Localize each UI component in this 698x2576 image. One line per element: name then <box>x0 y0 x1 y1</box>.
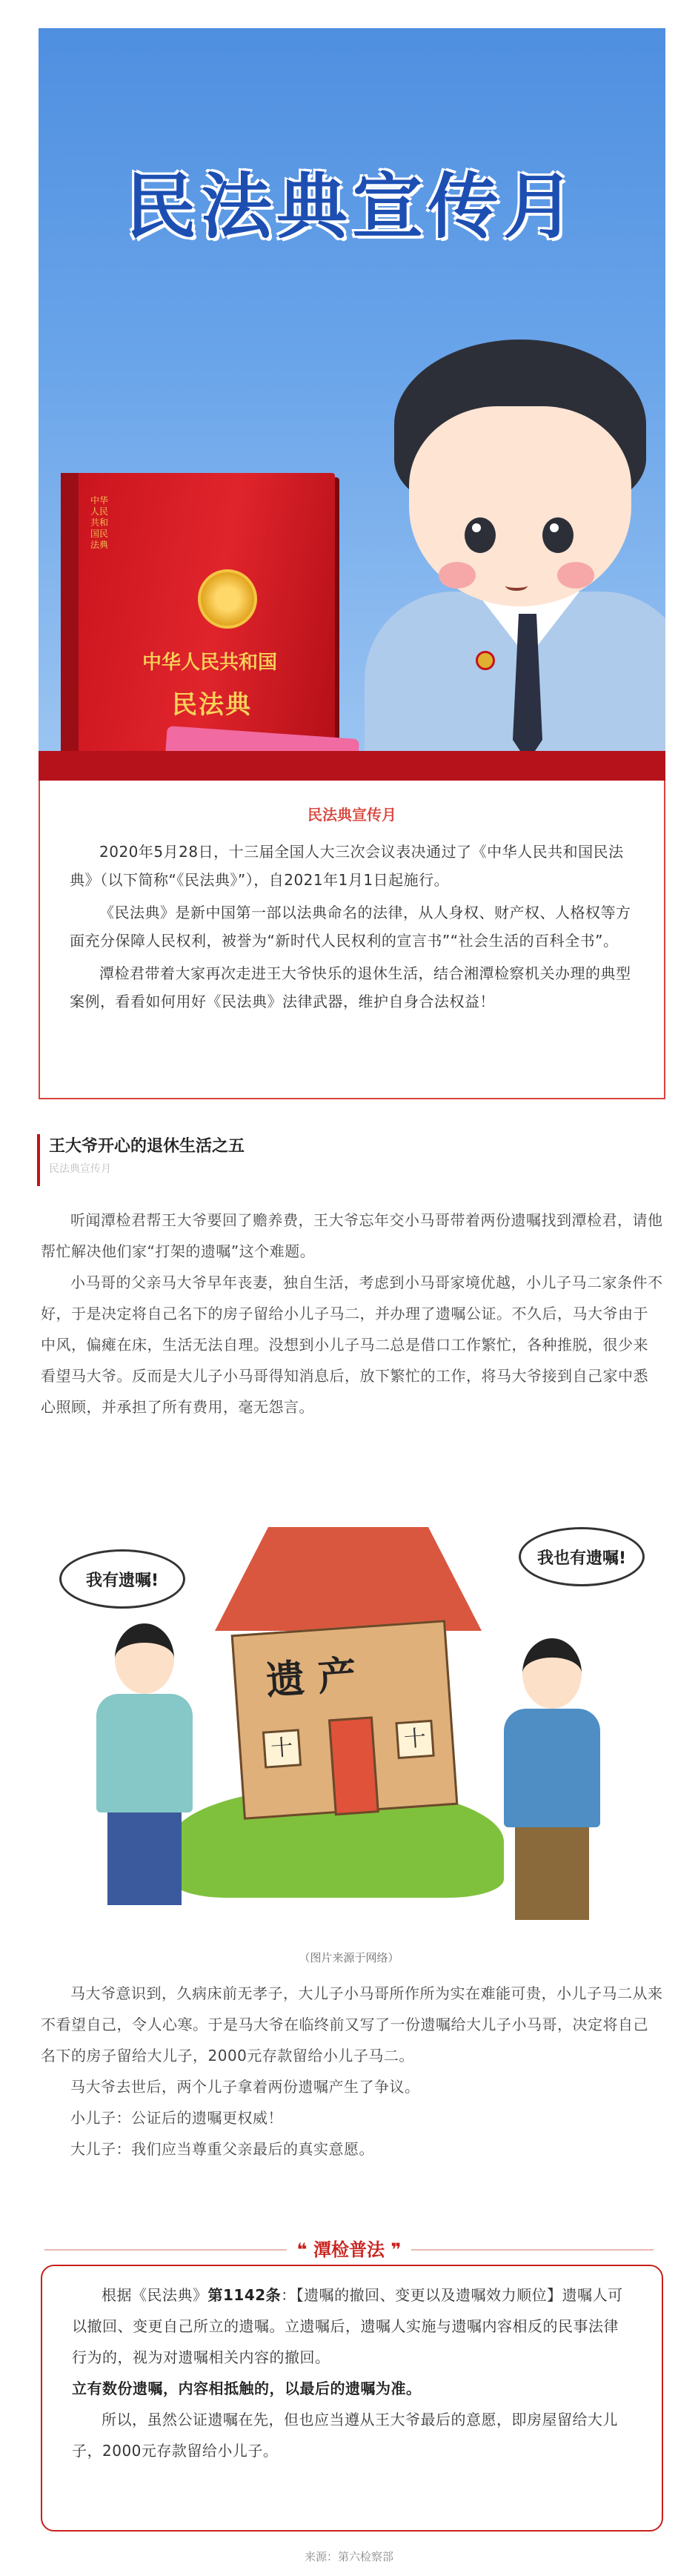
prosecutor-mascot-illustration <box>365 340 665 781</box>
story-paragraph: 小马哥的父亲马大爷早年丧妻，独自生活，考虑到小马哥家境优越，小儿子马二家条件不好，于是决定将自己名下的房子留给小儿子马二，并办理了遗嘱公证。不久后，马大爷由于中风，偏瘫在床，生活无法自理。没想到小儿子马二总是借口工作繁忙，各种推脱，很少来看望马大爷。反而是大儿子小马哥得知消息后，放下繁忙的工作，将马大爷接到自己家中悉心照顾，并承担了所有费用，毫无怨言。 <box>41 1274 663 1416</box>
speech-bubble-left: 我有遗嘱! <box>59 1549 185 1609</box>
house-roof <box>215 1527 482 1631</box>
law-bold-paragraph <box>72 2373 632 2404</box>
inheritance-dispute-illustration <box>44 1490 652 1935</box>
elder-son-figure <box>496 1638 608 1920</box>
mascot-cheek-right <box>557 562 594 589</box>
house-window-right: 十 <box>395 1720 434 1759</box>
section-title: 王大爷开心的退休生活之五 <box>49 1137 245 1156</box>
story-paragraph: 听闻潭检君帮王大爷要回了赡养费，王大爷忘年交小马哥带着两份遗嘱找到潭检君，请他帮忙解决他们家“打架的遗嘱”这个难题。 <box>41 1211 663 1260</box>
book-spine <box>61 473 79 766</box>
section-subtitle: 民法典宣传月 <box>49 1163 111 1175</box>
law-prefix: 根据《民法典》 <box>102 2286 208 2304</box>
figure-head <box>115 1623 174 1694</box>
intro-paragraph: 潭检君带着大家再次走进王大爷快乐的退休生活，结合湘潭检察机关办理的典型案例，看看如何用好《民法典》法律武器，维护自身合法权益！ <box>70 964 631 1010</box>
national-emblem-icon <box>198 569 257 629</box>
intro-paragraph: 《民法典》是新中国第一部以法典命名的法律，从人身权、财产权、人格权等方面充分保障人民权利，被誉为“新时代人民权利的宣言书”“社会生活的百科全书”。 <box>70 904 631 950</box>
figure-head <box>522 1638 582 1709</box>
hero-red-band <box>39 751 665 781</box>
story-body-continued <box>41 1978 663 2165</box>
story-paragraph: 马大爷去世后，两个儿子拿着两份遗嘱产生了争议。 <box>70 2078 420 2096</box>
mascot-mouth <box>505 580 528 591</box>
image-caption: （图片来源于网络） <box>299 1951 399 1964</box>
procuratorate-badge-icon <box>476 651 495 670</box>
story-paragraph: 马大爷意识到，久病床前无孝子，大儿子小马哥所作所为实在难能可贵，小儿子马二从来不看望自己，令人心寒。于是马大爷在临终前又写了一份遗嘱给大儿子小马哥，决定将自己名下的房子留给大儿子，2000元存款留给小儿子马二。 <box>41 1984 663 2065</box>
figure-legs <box>515 1824 589 1920</box>
civil-code-book-illustration <box>61 473 335 766</box>
law-explanation-box <box>41 2265 663 2532</box>
law-bold-rule: 立有数份遗嘱，内容相抵触的，以最后的遗嘱为准。 <box>72 2380 422 2397</box>
mascot-cheek-left <box>439 562 476 589</box>
intro-box <box>39 781 665 1099</box>
story-body <box>41 1205 663 1423</box>
figure-legs <box>107 1809 182 1905</box>
intro-paragraph: 2020年5月28日，十三届全国人大三次会议表决通过了《中华人民共和国民法典》（以下简称“《民法典》”），自2021年1月1日起施行。 <box>70 843 624 889</box>
law-tag-label: ❝ 潭检普法 ❞ <box>287 2235 412 2261</box>
book-title-line1: 中华人民共和国 <box>142 652 278 674</box>
younger-son-figure <box>89 1623 200 1905</box>
hero-title: 民法典宣传月 <box>125 165 579 248</box>
mascot-eye-right <box>542 517 574 553</box>
law-conclusion: 所以，虽然公证遗嘱在先，但也应当遵从王大爷最后的意愿，即房屋留给大儿子，2000元存款留给小儿子。 <box>72 2411 618 2460</box>
law-tag <box>0 2235 698 2261</box>
law-paragraph <box>72 2279 632 2373</box>
dialog-line: 大儿子：我们应当尊重父亲最后的真实意愿。 <box>70 2140 374 2158</box>
speech-bubble-right: 我也有遗嘱! <box>519 1527 645 1586</box>
law-article: 第1142条 <box>207 2286 282 2304</box>
figure-body <box>96 1694 193 1812</box>
hero-banner <box>39 28 665 781</box>
house-window-left: 十 <box>262 1729 302 1768</box>
house-sign: 遗产 <box>265 1652 371 1704</box>
figure-body <box>504 1709 600 1827</box>
article-source: 来源：第六检察部 <box>304 2550 393 2563</box>
section-heading <box>37 1134 482 1186</box>
intro-heading: 民法典宣传月 <box>308 806 396 824</box>
book-title-line2: 民法典 <box>172 690 252 720</box>
house-door <box>328 1716 379 1815</box>
law-body: ：【遗嘱的撤回、变更以及遗嘱效力顺位】遗嘱人可以撤回、变更自己所立的遗嘱。立遗嘱后，遗嘱人实施与遗嘱内容相反的民事法律行为的，视为对遗嘱相关内容的撤回。 <box>72 2286 623 2366</box>
dialog-line: 小儿子：公证后的遗嘱更权威！ <box>70 2109 283 2127</box>
mascot-eye-left <box>465 517 496 553</box>
mascot-face <box>409 406 631 606</box>
house-body <box>231 1620 459 1820</box>
book-spine-text: 中华人民共和国民法典 <box>90 495 109 550</box>
